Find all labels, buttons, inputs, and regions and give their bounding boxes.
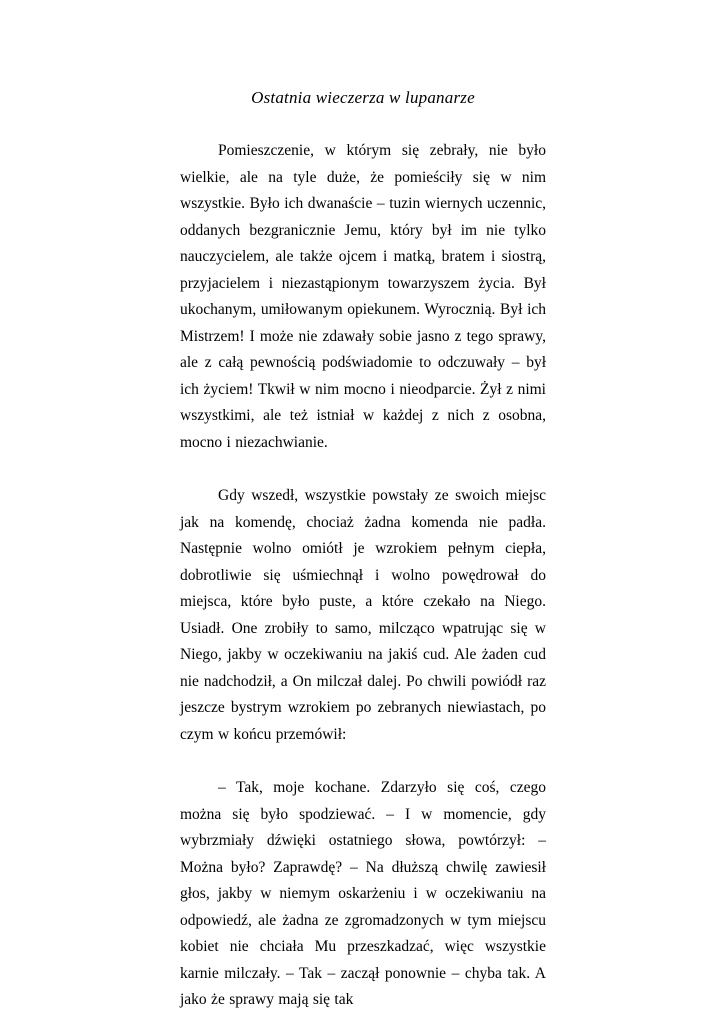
paragraph: Gdy wszedł, wszystkie powstały ze swoich miejsc jak na komendę, chociaż żadna komenda nie padła. Następnie wolno omiótł je wzrokiem pełnym ciepła, dobrotliwie się uśmiechnął i wolno powędrował do miejsca, które było puste, a które czekało na Niego. Usiadł. One zrobiły to samo, milcząco wpatrując się w Niego, jakby w oczekiwaniu na jakiś cud. Ale żaden cud nie nadchodził, a On milczał dalej. Po chwili powiódł raz jeszcze bystrym wzrokiem po zebranych niewiastach, po czym w końcu przemówił: bbox=[180, 487, 546, 743]
document-title: Ostatnia wieczerza w lupanarze bbox=[251, 88, 475, 107]
paragraph: Pomieszczenie, w którym się zebrały, nie było wielkie, ale na tyle duże, że pomieściły się w nim wszystkie. Było ich dwanaście – tuzin wiernych uczennic, oddanych bezgranicznie Jemu, który był im nie tylko nauczycielem, ale także ojcem i matką, bratem i siostrą, przyjacielem i niezastąpionym towarzyszem życia. Był ukochanym, umiłowanym opiekunem. Wyrocznią. Był ich Mistrzem! I może nie zdawały sobie jasno z tego sprawy, ale z całą pewnością podświadomie to odczuwały – był ich życiem! Tkwił w nim mocno i nieodparcie. Żył z nimi wszystkimi, ale też istniał w każdej z nich z osobna, mocno i niezachwianie. bbox=[180, 142, 546, 451]
paragraph: – Tak, moje kochane. Zdarzyło się coś, czego można się było spodziewać. – I w momencie, gdy wybrzmiały dźwięki ostatniego słowa, powtórzył: – Można było? Zaprawdę? – Na dłuższą chwilę zawiesił głos, jakby w niemym oskarżeniu i w oczekiwaniu na odpowiedź, ale żadna ze zgromadzonych w tym miejscu kobiet nie chciała Mu przeszkadzać, więc wszystkie karnie milczały. – Tak – zaczął ponownie – chyba tak. A jako że sprawy mają się tak bbox=[180, 779, 546, 1008]
